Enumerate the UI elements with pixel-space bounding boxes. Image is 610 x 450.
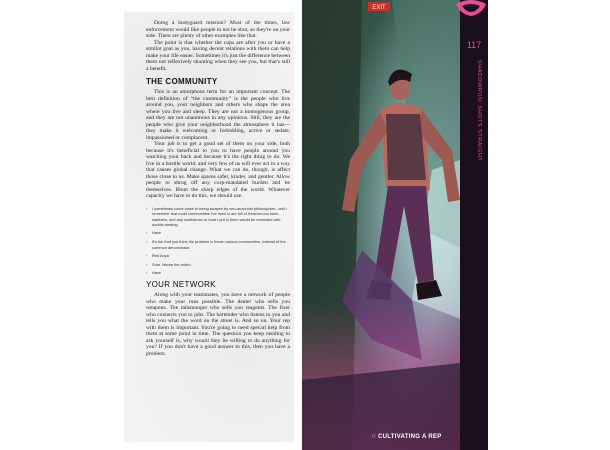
community-paragraph-1: This is an amorphous term for an important concept. The best definition of “the community” is the people who live around you, your neighbors and others who shape the area where you live and sleep. They are not a homogenous group, and they are not unanimous in any opinions. Still, they are the people who give your neighborhood the atmosphere it has—they make it welcoming or forbidding, active or sedate, impassioned or complacent. xyxy=(146,89,290,141)
running-head: SHADOWRUN: SHOTS STRAIGHT xyxy=(476,60,482,162)
arrow-icon: › xyxy=(146,239,148,245)
post-1-author xyxy=(146,230,290,236)
post-3-author xyxy=(146,270,290,276)
page-number: 117 xyxy=(466,40,482,50)
chapter-footer xyxy=(372,434,468,440)
network-heading: YOUR NETWORK xyxy=(146,280,216,290)
arrow-icon: › xyxy=(146,205,148,211)
arrow-icon: › xyxy=(146,252,148,258)
shadowrun-logo xyxy=(454,0,488,18)
arrow-icon: › xyxy=(146,229,148,235)
post-2 xyxy=(146,239,290,250)
post-3-text: Sure, blame the victim. xyxy=(152,262,192,268)
network-paragraph-1: Along with your teammates, you have a network of people who make your runs possible. The dealer who sells you weapons. The talismonger who sells you reagents. The fixer who connects you to jobs. The bartender who listens to you and tells you what the word on the street is. And so on. Your rep with them is important. You're going to need special help from them at some point in time. The question you keep needing to ask yourself is, why would they be willing to do anything for you? If you don't have a good answer to this, then you have a problem. xyxy=(146,292,290,357)
post-3 xyxy=(146,262,290,268)
text-column xyxy=(124,12,294,442)
community-paragraph-2: Your job is to get a good set of them on your side, both because it's beneficial to you to have people around you watching your back and because it's the right thing to do. We live in a hostile world, and very few of us will ever act in a way that causes global change. What we can do, though, is affect those close to us. Make spaces safer, kinder, and gentler. Allow people to shrug off any corp-mandated burden and be themselves. Blunt the sharp edges of the world. Whatever capacity we have to do this, we should use. xyxy=(146,141,290,199)
arrow-icon: › xyxy=(146,269,148,275)
post-2-author xyxy=(146,253,290,259)
figure-vest xyxy=(386,114,426,180)
footer-title: CULTIVATING A REP xyxy=(377,434,442,440)
post-1-author-name: Haze xyxy=(152,229,162,235)
exit-sign-text: EXIT xyxy=(372,5,386,11)
shadowland-posts xyxy=(146,206,290,276)
intro-paragraph-2: The point is that whether the cops are after you or have a similar goal as you, having decent relations with them can help make your life easier. Sometimes it's just the difference between them not reflexively shooting when they see you, but that's still a benefit. xyxy=(146,39,290,72)
post-2-author-name: Red Anya xyxy=(152,252,169,258)
intro-paragraph-1: Doing a bodyguard mission? Most of the times, law enforcement would like people to not be shot, so they're on your side. There are plenty of other examples like that. xyxy=(146,20,290,39)
community-heading: THE COMMUNITY xyxy=(146,77,218,86)
arrow-icon: › xyxy=(146,262,148,268)
post-1 xyxy=(146,206,290,228)
post-2-text: It's fun that you think the problem is these various communities, instead of the common denominator. xyxy=(152,239,286,251)
footer-prefix: // xyxy=(372,434,376,440)
post-1-text: I sometimes come close to being swayed by neo-anarchist philosophies, until I remember that most communities I've lived in are full of treacherous back-stabbers, and any confidence or trust I put in them would be rewarded with double-dealing. xyxy=(152,205,287,228)
post-3-author-name: Haze xyxy=(152,269,162,275)
book-page xyxy=(118,0,488,450)
